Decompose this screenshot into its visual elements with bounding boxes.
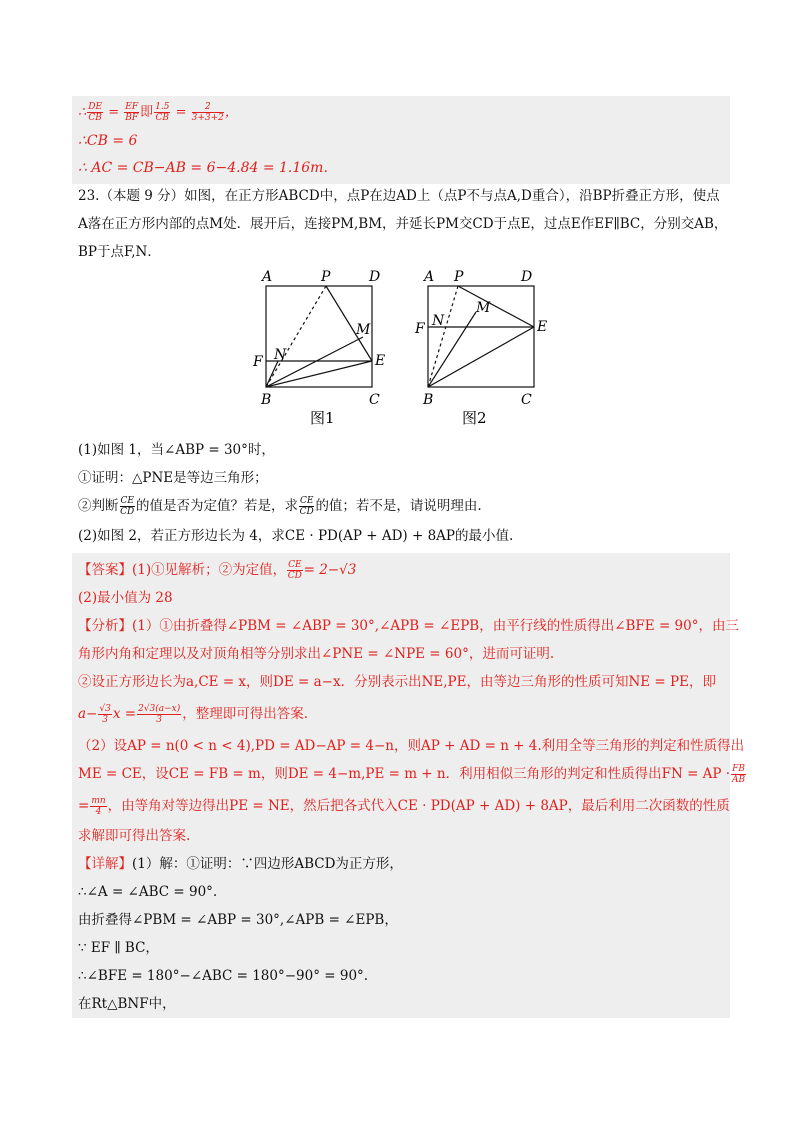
line-bn xyxy=(266,361,278,387)
label-c: C xyxy=(369,392,380,408)
label-f-2: F xyxy=(415,321,425,337)
detail-line-1-text: (1）解：①证明：∵四边形ABCD为正方形， xyxy=(132,856,403,872)
answer-line-1: 【答案】(1)①见解析；②为定值， $\frac{CE}{CD}$ = 2−√3 xyxy=(78,560,357,581)
analysis-line-6: ME = CE，设CE = FB = m，则DE = 4−m,PE = m + n．利用相似三角形的判定和性质得出FN = AP · $\frac{FB}{AB}$ xyxy=(78,764,746,785)
question-1b: ②判断 $\frac{CE}{CD}$ 的值是否为定值？若是，求 $\frac{CE}{CD}$ 的值；若不是，请说明理由. xyxy=(78,496,482,517)
label-b: B xyxy=(261,392,272,408)
problem-line-1: 23.（本题 9 分）如图，在正方形ABCD中，点P在边AD上（点P不与点A,D重合），沿BP折叠正方形，使点 xyxy=(78,188,720,204)
label-n-2: N xyxy=(432,313,445,329)
fold-line-bp-2 xyxy=(428,286,458,387)
label-a: A xyxy=(262,269,273,285)
figure-2-caption: 图2 xyxy=(462,409,487,426)
label-d-2: D xyxy=(521,269,533,285)
label-f: F xyxy=(253,354,263,370)
label-d: D xyxy=(369,269,381,285)
question-1: (1)如图 1，当∠ABP = 30°时， xyxy=(78,442,275,458)
answer-line-2: (2)最小值为 28 xyxy=(78,590,173,606)
line-pe-2 xyxy=(458,286,534,327)
label-p-2: P xyxy=(454,269,464,285)
figure-2 xyxy=(410,266,560,426)
analysis-line-8: 求解即可得出答案. xyxy=(78,828,191,844)
analysis-line-5: （2）设AP = n(0 < n < 4),PD = AD−AP = 4−n，则AP + AD = n + 4.利用全等三角形的判定和性质得出 xyxy=(78,738,745,754)
detail-line-6: 在Rt△BNF中， xyxy=(78,996,176,1012)
label-p: P xyxy=(321,269,331,285)
problem-line-2: A落在正方形内部的点M处．展开后，连接PM,BM，并延长PM交CD于点E，过点E作EF∥BC，分别交AB， xyxy=(78,216,728,232)
detail-line-5: ∴∠BFE = 180°−∠ABC = 180°−90° = 90°. xyxy=(78,968,369,984)
label-m-2: M xyxy=(476,300,491,316)
label-b-2: B xyxy=(423,392,434,408)
solution-line-2: ∴CB = 6 xyxy=(78,133,138,149)
detail-line-4: ∵ EF ∥ BC， xyxy=(78,940,159,956)
label-m: M xyxy=(356,322,371,338)
question-1a: ①证明：△PNE是等边三角形； xyxy=(78,470,268,486)
detail-line-3: 由折叠得∠PBM = ∠ABP = 30°,∠APB = ∠EPB， xyxy=(78,912,398,928)
label-n: N xyxy=(274,347,287,363)
line-be-2 xyxy=(428,327,534,387)
figure-1-caption: 图1 xyxy=(310,409,335,426)
analysis-line-4: a− $\frac{√3}{3}$ x = $\frac{2√3(a-x)}{3}$ ，整理即可得出答案. xyxy=(78,704,309,725)
detail-line-1: 【详解】(1）解：①证明：∵四边形ABCD为正方形， xyxy=(78,856,403,872)
detail-line-2: ∴∠A = ∠ABC = 90°. xyxy=(78,884,218,900)
analysis-line-2: 角形内角和定理以及对顶角相等分别求出∠PNE = ∠NPE = 60°，进而可证明. xyxy=(78,646,555,662)
question-2: (2)如图 2，若正方形边长为 4，求CE · PD(AP + AD) + 8AP的最小值. xyxy=(78,528,514,544)
label-a-2: A xyxy=(424,269,435,285)
analysis-line-3: ②设正方形边长为a,CE = x，则DE = a−x．分别表示出NE,PE，由等边三角形的性质可知NE = PE，即 xyxy=(78,674,716,690)
label-e: E xyxy=(375,353,386,369)
analysis-line-7: = $\frac{mn}{4}$ ，由等角对等边得出PE = NE，然后把各式代入CE · PD(AP + AD) + 8AP，最后利用二次函数的性质 xyxy=(78,796,730,817)
solution-line-3: ∴ AC = CB−AB = 6−4.84 = 1.16m. xyxy=(78,160,328,176)
figure-1 xyxy=(248,266,398,426)
problem-line-3: BP于点F,N． xyxy=(78,244,161,260)
label-c-2: C xyxy=(521,392,532,408)
analysis-line-1: 【分析】(1）①由折叠得∠PBM = ∠ABP = 30°,∠APB = ∠EPB，由平行线的性质得出∠BFE = 90°，由三 xyxy=(78,618,739,634)
line-be xyxy=(266,361,372,387)
label-e-2: E xyxy=(537,319,548,335)
solution-line-1: ∴ $\frac{DE}{CB}$ = $\frac{EF}{BF}$ 即 $\frac{1.5}{CB}$ = $\frac{2}{3+3+2}$ ， xyxy=(78,102,238,123)
